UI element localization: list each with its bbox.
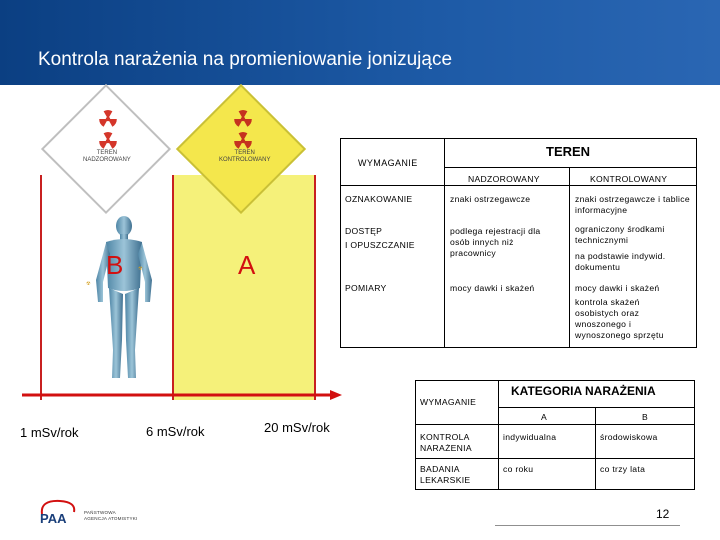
human-figure-icon: [84, 210, 164, 390]
column-header-controlled: KONTROLOWANY: [590, 174, 668, 184]
table-cell: środowiskowa: [600, 432, 658, 442]
table-cell: I OPUSZCZANIE: [345, 240, 415, 250]
axis-tick-label: 6 mSv/rok: [146, 424, 205, 439]
table-cell: co roku: [503, 464, 534, 474]
axis-tick-label: 20 mSv/rok: [264, 420, 330, 435]
table-cell: POMIARY: [345, 283, 387, 293]
column-header-supervised: NADZOROWANY: [468, 174, 540, 184]
table-cell: na podstawie indywid. dokumentu: [575, 251, 666, 272]
column-header-b: B: [642, 412, 649, 422]
svg-text:☢: ☢: [138, 266, 143, 272]
table-cell: mocy dawki i skażeń: [575, 283, 660, 293]
title-bar: [0, 0, 720, 85]
table-cell: indywidualna: [503, 432, 557, 442]
page-number: 12: [656, 507, 670, 521]
table-cell: mocy dawki i skażeń: [450, 283, 535, 293]
table-cell: OZNAKOWANIE: [345, 194, 413, 204]
logo-text-line: AGENCJA ATOMISTYKI: [84, 515, 138, 521]
supervised-sign-label: [83, 150, 131, 164]
table-cell: LEKARSKIE: [420, 475, 471, 485]
table-cell: KONTROLA: [420, 432, 470, 442]
table-cell: kontrola skażeń osobistych oraz wnoszonego i wynoszonego sprzętu: [575, 297, 664, 340]
dose-axis: [22, 390, 342, 400]
logo-text: [84, 510, 137, 521]
table-header-category: [498, 380, 695, 408]
sign-label-line: NADZOROWANY: [83, 157, 131, 163]
table-cell: znaki ostrzegawcze i tablice informacyjne: [575, 194, 690, 215]
sign-label-line: TEREN: [96, 150, 118, 156]
category-header-text: KATEGORIA NARAŻENIA: [511, 384, 656, 398]
column-header-a: A: [541, 412, 548, 422]
table-cell: co trzy lata: [600, 464, 646, 474]
axis-tick-label: 1 mSv/rok: [20, 425, 79, 440]
sign-label-line: TEREN: [234, 150, 255, 156]
radiation-trefoil-icon: [232, 108, 254, 130]
table-header-requirement: WYMAGANIE: [420, 397, 477, 407]
zone-label-b: B: [106, 250, 124, 280]
table-header-area: [444, 138, 696, 168]
table-header-requirement: WYMAGANIE: [358, 158, 418, 168]
table-cell: ograniczony środkami technicznymi: [575, 224, 665, 245]
table-cell: DOSTĘP: [345, 226, 383, 236]
table-cell: NARAŻENIA: [420, 443, 472, 453]
area-header-text: TEREN: [546, 144, 591, 159]
svg-text:☢: ☢: [86, 281, 91, 287]
logo-text-line: PAŃSTWOWA: [84, 510, 116, 515]
radiation-trefoil-icon: [97, 130, 119, 152]
paa-logo-icon: [36, 498, 84, 528]
table-cell: znaki ostrzegawcze: [450, 194, 531, 204]
table-cell: podlega rejestracji dla osób innych niż pracownicy: [450, 226, 541, 258]
zone-label-a: A: [238, 250, 256, 280]
logo-abbreviation: PAA: [40, 511, 67, 526]
sign-label-line: KONTROLOWANY: [219, 157, 271, 163]
slide-title: Kontrola narażenia na promieniowanie jonizujące: [38, 49, 453, 70]
controlled-sign-label: [219, 150, 270, 164]
radiation-trefoil-icon: [232, 130, 254, 152]
table-cell: BADANIA: [420, 464, 460, 474]
radiation-trefoil-icon: [97, 108, 119, 130]
